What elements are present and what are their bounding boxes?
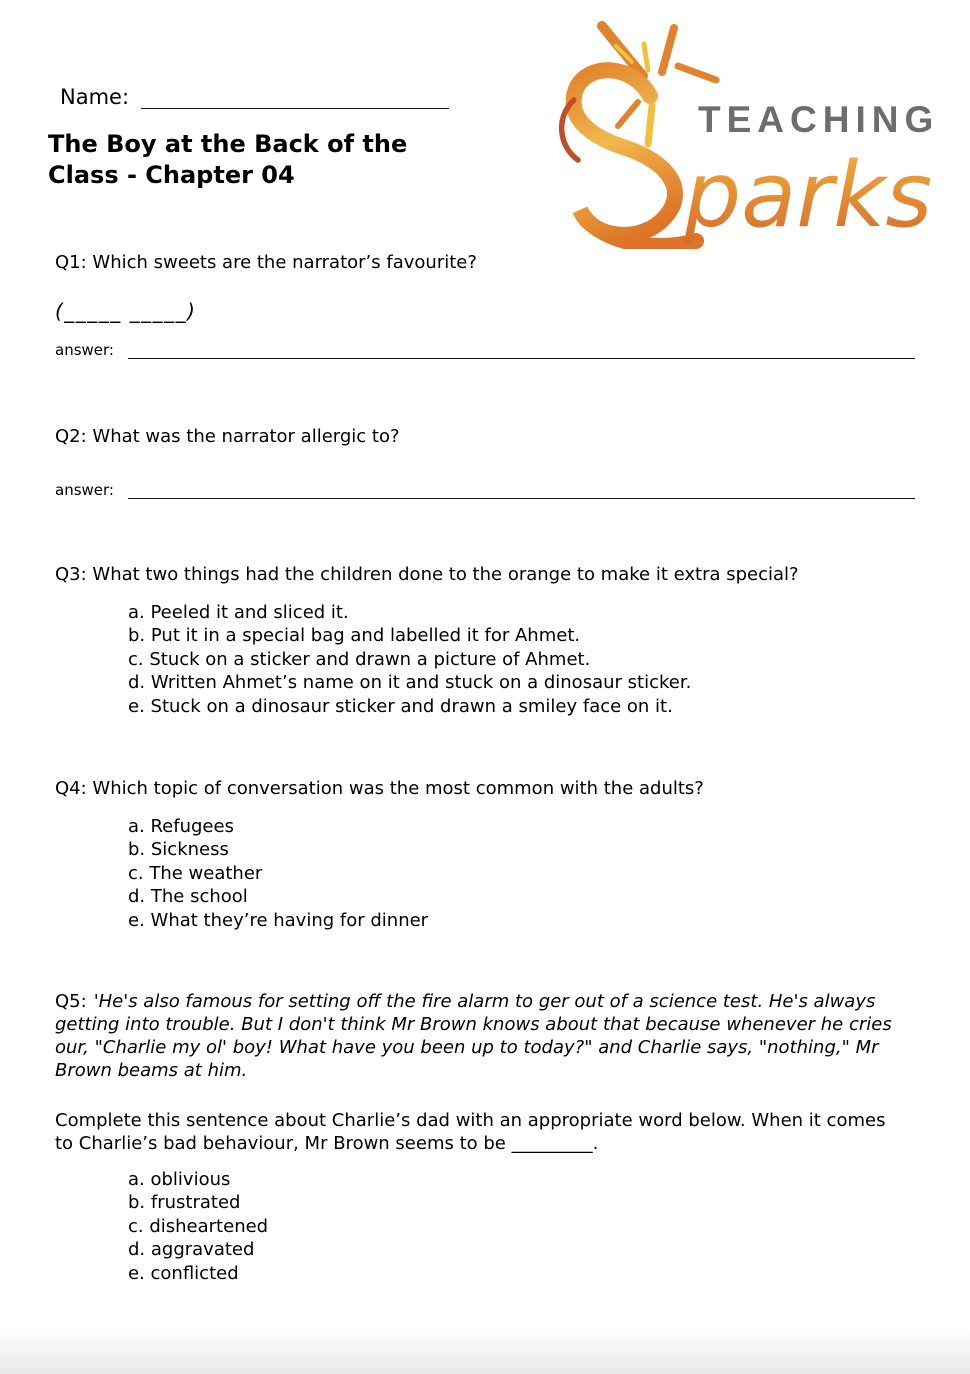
- q1-answer-label: answer:: [55, 341, 114, 359]
- q3-option-e: e. Stuck on a dinosaur sticker and drawn a smiley face on it.: [128, 695, 673, 717]
- q1-answer-line: [128, 340, 915, 359]
- teaching-sparks-logo: [558, 4, 953, 249]
- q4-label: Q4: Which topic of conversation was the most common with the adults?: [55, 778, 704, 799]
- q1-label: Q1: Which sweets are the narrator’s favourite?: [55, 252, 477, 273]
- q2-answer-line: [128, 480, 915, 499]
- q5-option-b: b. frustrated: [128, 1192, 241, 1214]
- q5-option-e: e. conflicted: [128, 1262, 239, 1284]
- q2-answer-label: answer:: [55, 481, 114, 499]
- q5-options: [128, 1168, 268, 1285]
- sparks-s-swash: [574, 70, 696, 246]
- q4-option-c: c. The weather: [128, 862, 263, 884]
- q3-options: [128, 601, 691, 718]
- q4-option-e: e. What they’re having for dinner: [128, 909, 429, 931]
- q5-quote-paragraph: [55, 990, 898, 1082]
- q3-option-b: b. Put it in a special bag and labelled it for Ahmet.: [128, 625, 581, 647]
- q3-option-a: a. Peeled it and sliced it.: [128, 602, 349, 623]
- q3-option-d: d. Written Ahmet’s name on it and stuck on a dinosaur sticker.: [128, 672, 692, 694]
- name-blank-line: [141, 84, 449, 109]
- q4-option-d: d. The school: [128, 886, 248, 908]
- q4-option-a: a. Refugees: [128, 816, 234, 837]
- q5-option-a: a. oblivious: [128, 1169, 231, 1190]
- logo-teaching-text: TEACHING: [698, 99, 940, 140]
- q4-options: [128, 815, 428, 932]
- q5-option-d: d. aggravated: [128, 1239, 255, 1261]
- q5-quote-text: 'He's also famous for setting off the fire alarm to ger out of a science test. He's always getting into trouble. But I don't think Mr Brown knows about that because whenever he cries our, "Charlie my ol' boy! What have you been up to today?" and Charlie says, "nothing," Mr Brown beams at him.: [55, 991, 892, 1081]
- q2-answer-row: [55, 480, 915, 499]
- q2-label: Q2: What was the narrator allergic to?: [55, 426, 400, 447]
- q1-blank-hint: (_____ _____): [55, 299, 197, 323]
- q5-option-c: c. disheartened: [128, 1215, 269, 1237]
- q3-label: Q3: What two things had the children done to the orange to make it extra special?: [55, 564, 799, 585]
- name-row: [60, 84, 449, 109]
- q4-option-b: b. Sickness: [128, 839, 229, 861]
- worksheet-title: The Boy at the Back of the Class - Chapter 04: [48, 130, 408, 189]
- q3-option-c: c. Stuck on a sticker and drawn a picture of Ahmet.: [128, 648, 591, 670]
- q1-answer-row: [55, 340, 915, 359]
- q5-instruction: Complete this sentence about Charlie’s dad with an appropriate word below. When it comes to Charlie’s bad behaviour, Mr Brown seems to be _________.: [55, 1110, 886, 1154]
- q5-label: Q5:: [55, 991, 87, 1012]
- name-label: Name:: [60, 85, 130, 109]
- logo-parks-text: parks: [684, 143, 933, 248]
- sparks-logo-graphic: [558, 4, 953, 249]
- page-bottom-shadow: [0, 1326, 970, 1374]
